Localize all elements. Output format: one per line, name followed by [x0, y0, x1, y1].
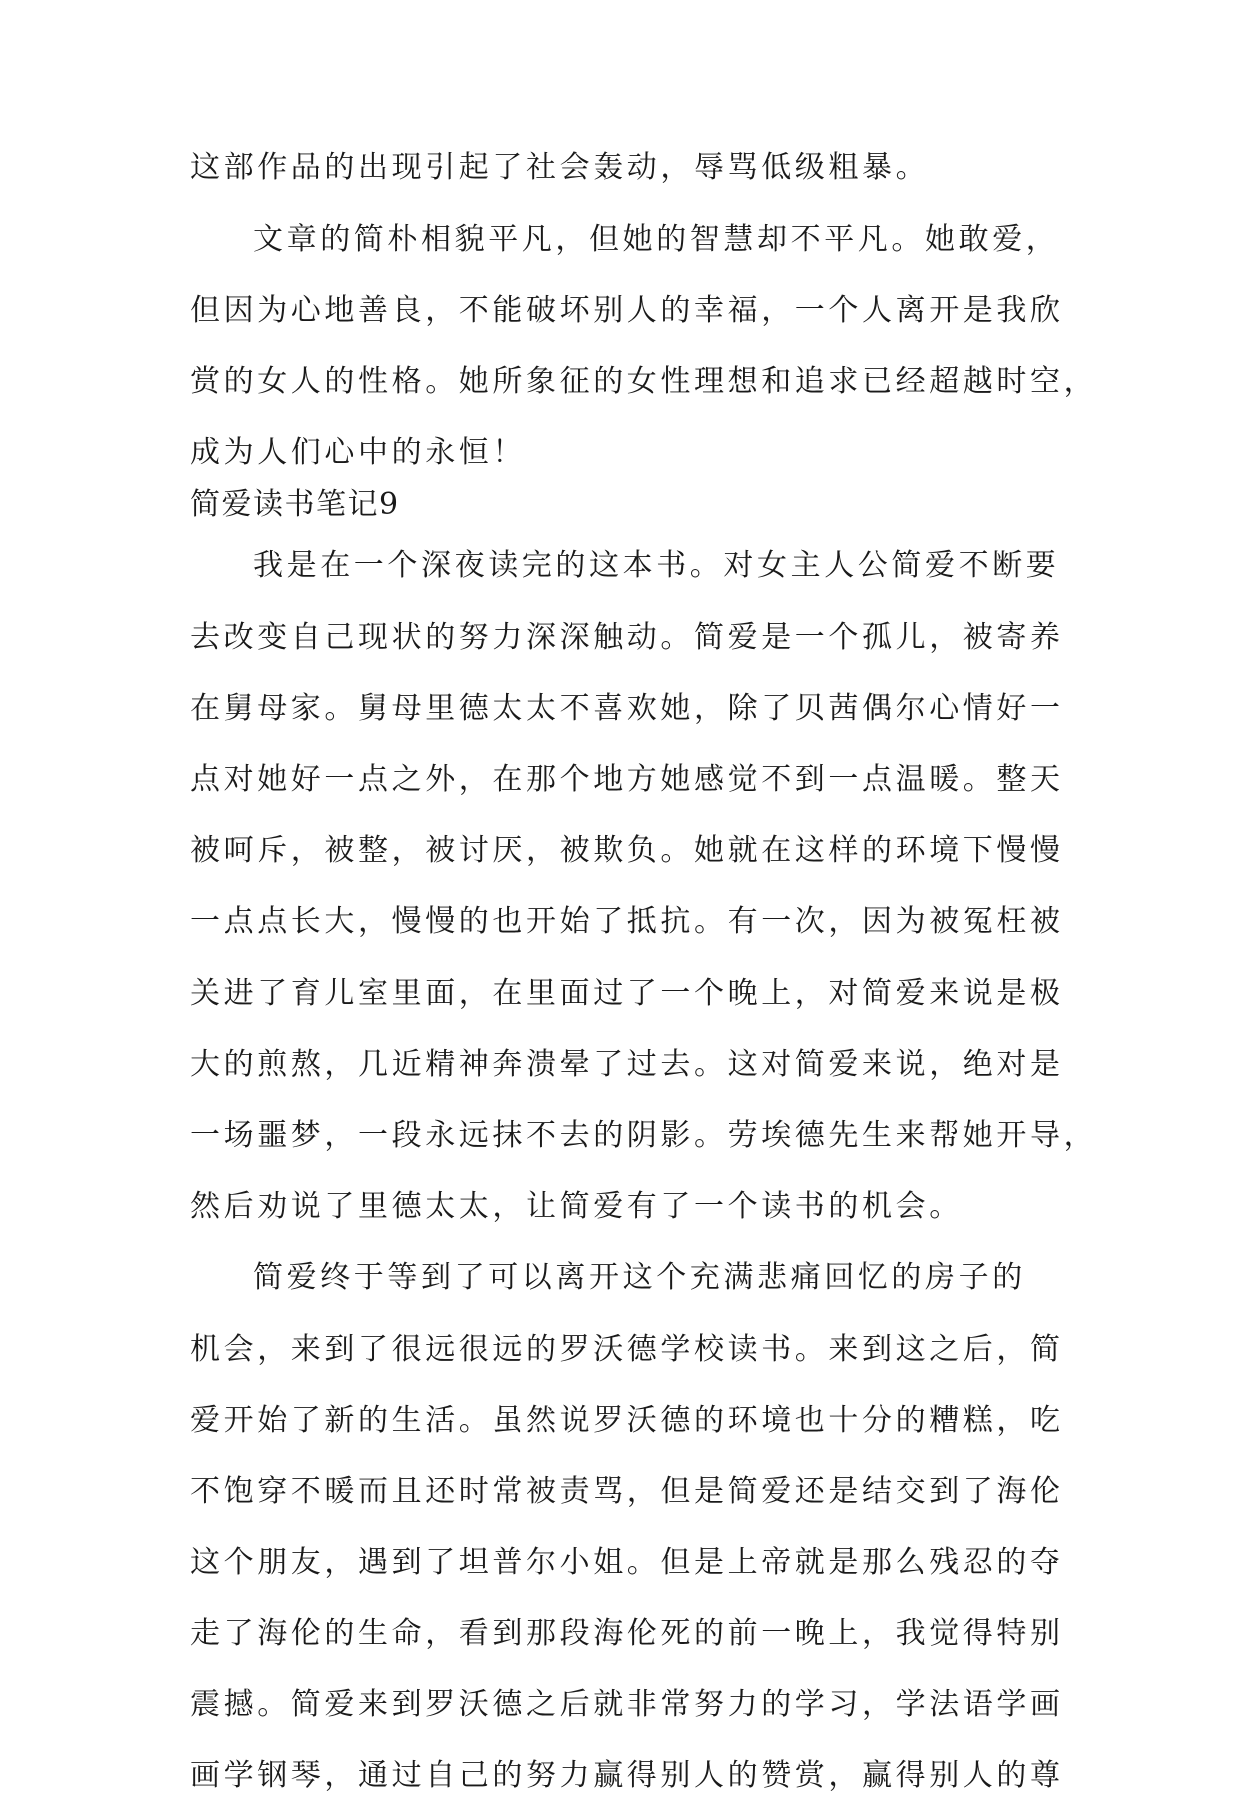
text-line: 然后劝说了里德太太，让简爱有了一个读书的机会。 — [190, 1189, 963, 1224]
text-line: 成为人们心中的永恒！ — [190, 435, 526, 470]
text-line: 点对她好一点之外，在那个地方她感觉不到一点温暖。整天 — [190, 762, 1064, 797]
text-line: 这个朋友，遇到了坦普尔小姐。但是上帝就是那么残忍的夺 — [190, 1545, 1064, 1580]
text-line: 但因为心地善良，不能破坏别人的幸福，一个人离开是我欣 — [190, 293, 1064, 328]
text-line: 一点点长大，慢慢的也开始了抵抗。有一次，因为被冤枉被 — [190, 904, 1064, 939]
text-line: 一场噩梦，一段永远抹不去的阴影。劳埃德先生来帮她开导， — [190, 1118, 1098, 1153]
text-line: 在舅母家。舅母里德太太不喜欢她，除了贝茜偶尔心情好一 — [190, 691, 1064, 726]
text-line: 去改变自己现状的努力深深触动。简爱是一个孤儿，被寄养 — [190, 620, 1064, 655]
text-line: 大的煎熬，几近精神奔溃晕了过去。这对简爱来说，绝对是 — [190, 1047, 1064, 1082]
paragraph-first-line: 简爱终于等到了可以离开这个充满悲痛回忆的房子的 — [253, 1260, 1026, 1295]
text-line: 这部作品的出现引起了社会轰动，辱骂低级粗暴。 — [190, 150, 930, 185]
text-line: 震撼。简爱来到罗沃德之后就非常努力的学习，学法语学画 — [190, 1687, 1064, 1722]
text-line: 赏的女人的性格。她所象征的女性理想和追求已经超越时空， — [190, 364, 1098, 399]
text-line: 机会，来到了很远很远的罗沃德学校读书。来到这之后，简 — [190, 1332, 1064, 1367]
section-heading: 简爱读书笔记9 — [190, 487, 400, 522]
paragraph-first-line: 我是在一个深夜读完的这本书。对女主人公简爱不断要 — [253, 548, 1060, 583]
text-line: 走了海伦的生命，看到那段海伦死的前一晚上，我觉得特别 — [190, 1616, 1064, 1651]
text-line: 不饱穿不暖而且还时常被责骂，但是简爱还是结交到了海伦 — [190, 1474, 1064, 1509]
text-line: 画学钢琴，通过自己的努力赢得别人的赞赏，赢得别人的尊 — [190, 1758, 1064, 1793]
text-line: 爱开始了新的生活。虽然说罗沃德的环境也十分的糟糕，吃 — [190, 1403, 1064, 1438]
text-line: 被呵斥，被整，被讨厌，被欺负。她就在这样的环境下慢慢 — [190, 833, 1064, 868]
paragraph-first-line: 文章的简朴相貌平凡，但她的智慧却不平凡。她敢爱， — [253, 222, 1060, 257]
text-line: 关进了育儿室里面，在里面过了一个晚上，对简爱来说是极 — [190, 976, 1064, 1011]
